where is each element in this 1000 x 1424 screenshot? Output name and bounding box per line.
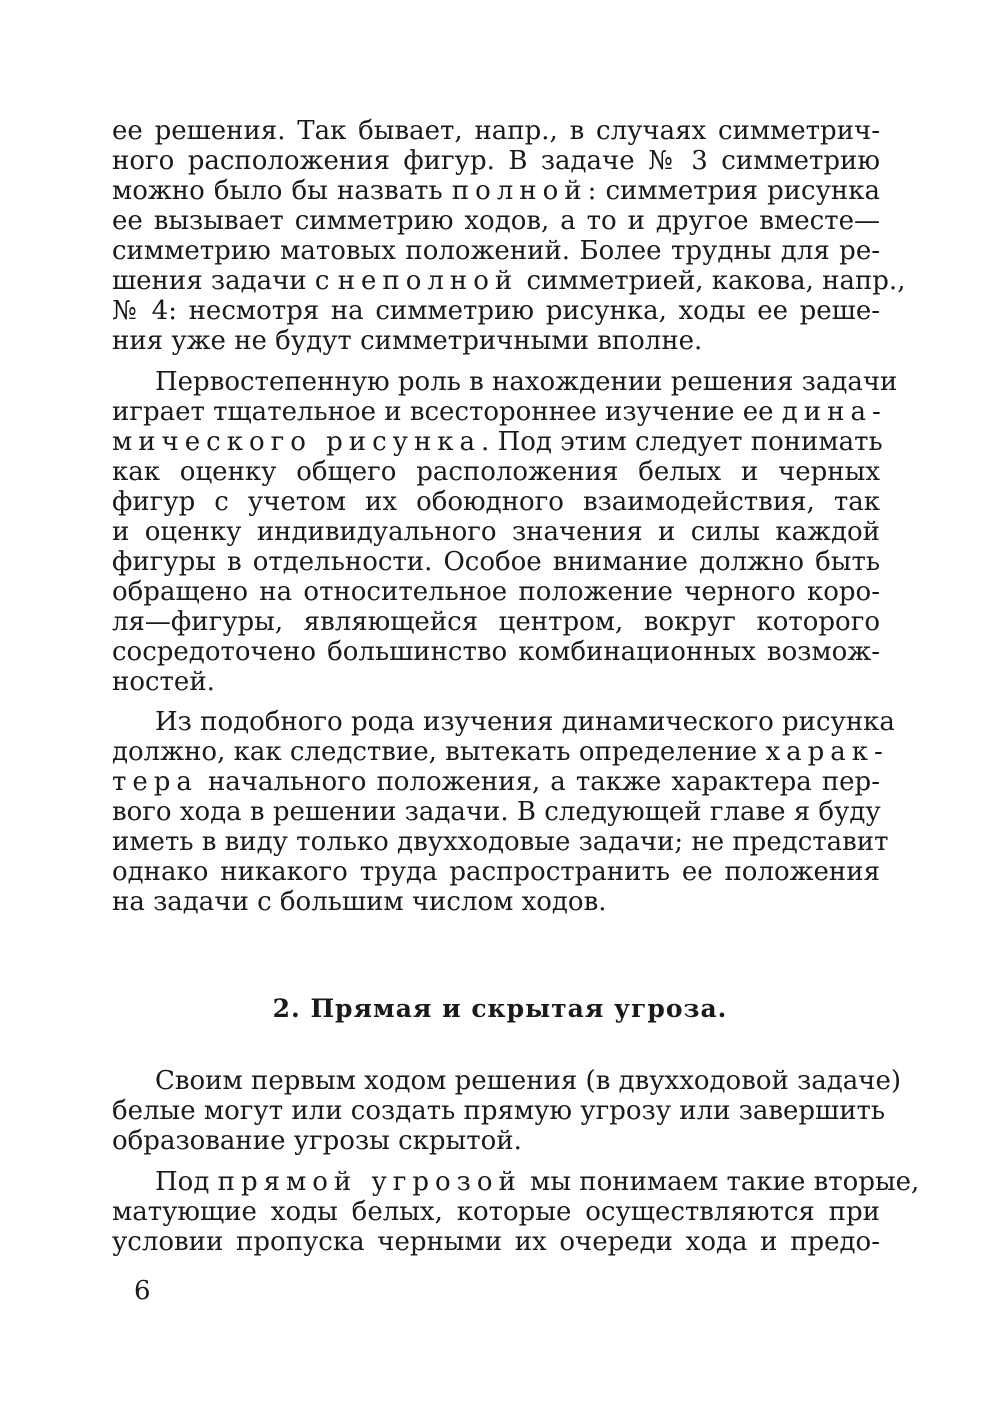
text-line: матующие ходы белых, которые осуществляются при bbox=[112, 1197, 880, 1227]
spaced-emphasis: харак- bbox=[765, 737, 889, 767]
section-heading: 2. Прямая и скрытая угроза. bbox=[272, 994, 728, 1023]
text-line: ния уже не будут симметричными вполне. bbox=[112, 326, 703, 356]
text-line: как оценку общего расположения белых и черных bbox=[112, 457, 880, 487]
text-line: вого хода в решении задачи. В следующей главе я буду bbox=[112, 797, 881, 827]
spaced-emphasis: мического рисунка bbox=[112, 427, 482, 457]
text-line: Первостепенную роль в нахождении решения задачи bbox=[155, 367, 898, 397]
text-segment: можно было бы назвать bbox=[112, 176, 452, 206]
text-line: ностей. bbox=[112, 667, 215, 697]
text-line bbox=[112, 266, 906, 296]
text-segment: начального положения, а также характера пер- bbox=[197, 767, 880, 797]
text-line: однако никакого труда распространить ее положения bbox=[112, 857, 880, 887]
text-line: фигур с учетом их обоюдного взаимодействия, так bbox=[112, 487, 880, 517]
text-line: сосредоточено большинство комбинационных возмож- bbox=[112, 637, 880, 667]
text-line: белые могут или создать прямую угрозу или завершить bbox=[112, 1096, 886, 1126]
text-line: ее решения. Так бывает, напр., в случаях симметрич- bbox=[112, 116, 880, 146]
text-line: и оценку индивидуального значения и силы каждой bbox=[112, 517, 880, 547]
text-line bbox=[112, 427, 883, 457]
text-line: ля—фигуры, являющейся центром, вокруг которого bbox=[112, 607, 880, 637]
text-segment: . Под этим следует понимать bbox=[481, 427, 883, 457]
text-segment: Под bbox=[155, 1167, 218, 1197]
spaced-emphasis: прямой угрозой bbox=[217, 1167, 522, 1197]
text-line bbox=[155, 1167, 920, 1197]
text-line bbox=[112, 176, 880, 206]
spaced-emphasis: дина- bbox=[781, 397, 887, 427]
text-line bbox=[112, 767, 880, 797]
text-line bbox=[112, 737, 889, 767]
text-line: № 4: несмотря на симметрию рисунка, ходы ее реше- bbox=[112, 296, 880, 326]
text-line: на задачи с большим числом ходов. bbox=[112, 887, 607, 917]
text-line: иметь в виду только двухходовые задачи; не представит bbox=[112, 827, 889, 857]
text-line: фигуры в отдельности. Особое внимание должно быть bbox=[112, 547, 880, 577]
text-line: ее вызывает симметрию ходов, а то и другое вместе— bbox=[112, 206, 880, 236]
spaced-emphasis: полной bbox=[451, 176, 588, 206]
text-line: условии пропуска черными их очереди хода и предо- bbox=[112, 1227, 880, 1257]
text-line: Своим первым ходом решения (в двухходовой задаче) bbox=[155, 1066, 901, 1096]
page-number: 6 bbox=[134, 1276, 151, 1306]
spaced-emphasis: тера bbox=[112, 767, 198, 797]
text-line: ного расположения фигур. В задаче № 3 симметрию bbox=[112, 146, 880, 176]
text-line: симметрию матовых положений. Более трудны для ре- bbox=[112, 236, 880, 266]
text-segment: должно, как следствие, вытекать определение bbox=[112, 737, 766, 767]
text-segment: играет тщательное и всестороннее изучение ее bbox=[112, 397, 782, 427]
text-line bbox=[112, 397, 887, 427]
text-segment: симметрией, какова, напр., bbox=[518, 266, 906, 296]
text-line: обращено на относительное положение черного коро- bbox=[112, 577, 880, 607]
text-segment: шения задачи с bbox=[112, 266, 338, 296]
text-line: Из подобного рода изучения динамического рисунка bbox=[155, 707, 895, 737]
text-line: образование угрозы скрытой. bbox=[112, 1126, 522, 1156]
text-segment: мы понимаем такие вторые, bbox=[521, 1167, 920, 1197]
text-segment: : симметрия рисунка bbox=[587, 176, 880, 206]
spaced-emphasis: неполной bbox=[337, 266, 519, 296]
